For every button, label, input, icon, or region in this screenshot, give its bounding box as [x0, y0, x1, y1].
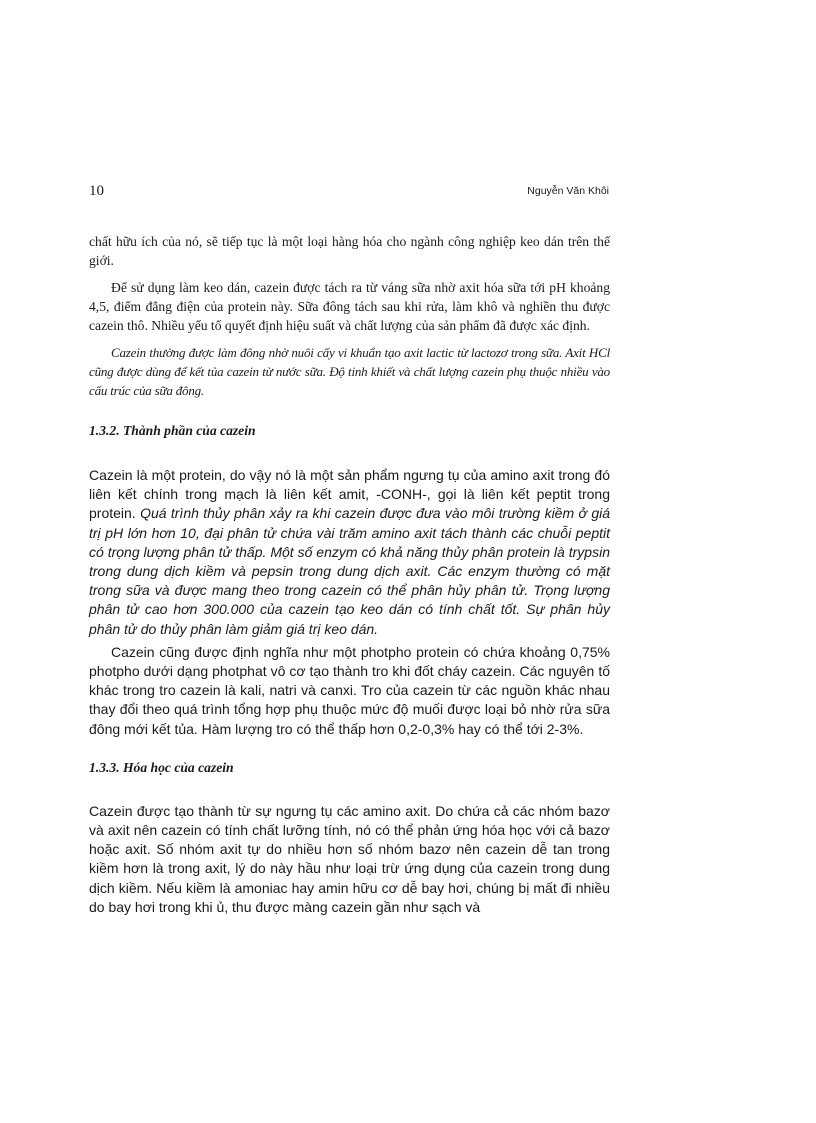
page-header	[89, 183, 609, 205]
body-text	[89, 232, 610, 917]
paragraph: Cazein được tạo thành từ sự ngưng tụ các amino axit. Do chứa cả các nhóm bazơ và axit nên cazein có tính chất lưỡng tính, nó có thể phản ứng hóa học với cả bazơ hoặc axit. Số nhóm axit tự do nhiều hơn số nhóm bazơ nên cazein dễ tan trong kiềm hơn là trong axit, lý do này hầu như loại trừ ứng dụng của cazein trong dung dịch kiềm. Nếu kiềm là amoniac hay amin hữu cơ dễ bay hơi, chúng bị mất đi nhiều do bay hơi trong khi ủ, thu được màng cazein gần như sạch và	[89, 802, 610, 915]
section-heading-composition: 1.3.2. Thành phần của cazein	[89, 423, 256, 438]
paragraph: Cazein cũng được định nghĩa như một photpho protein có chứa khoảng 0,75% photpho dưới dạng photphat vô cơ tạo thành tro khi đốt cháy cazein. Các nguyên tố khác trong tro cazein là kali, natri và canxi. Tro của cazein từ các nguồn khác nhau thay đổi theo quá trình tổng hợp phụ thuộc mức độ muối được loại bỏ nhờ rửa sữa đông mới kết tủa. Hàm lượng tro có thể thấp hơn 0,2-0,3% hay có thể tới 2-3%.	[89, 643, 610, 737]
page-number: 10	[89, 183, 104, 199]
running-head-author: Nguyễn Văn Khôi	[527, 185, 609, 197]
paragraph	[89, 466, 610, 639]
paragraph: Để sử dụng làm keo dán, cazein được tách ra từ váng sữa nhờ axit hóa sữa tới pH khoảng 4,5, điểm đẳng điện của protein này. Sữa đông tách sau khi rửa, làm khô và nghiền thu được cazein thô. Nhiều yếu tố quyết định hiệu suất và chất lượng của sản phẩm đã được xác định.	[89, 280, 610, 333]
section-heading-chemistry: 1.3.3. Hóa học của cazein	[89, 759, 234, 775]
paragraph	[89, 343, 610, 400]
paragraph: chất hữu ích của nó, sẽ tiếp tục là một loại hàng hóa cho ngành công nghiệp keo dán trên thế giới.	[89, 234, 610, 268]
text-run: Cazein là một protein, do vậy nó là một sản phẩm ngưng tụ của amino axit trong đó liên kết chính trong mạch là liên kết amit, -CONH-, gọi là liên kết peptit trong protein.	[89, 467, 610, 522]
italic-run: tử do thủy phân làm giảm giá trị keo dán.	[124, 620, 379, 637]
italic-run: Quá trình thủy phân xảy ra khi cazein được đưa vào môi trường kiềm ở giá trị pH lớn hơn 10, đại phân tử chứa vài trăm amino axit tách thành các chuỗi peptit có trọng lượng phân tử thấp. Một số enzym có khả năng thủy phân protein là trypsin trong dung dịch kiềm và pepsin trong dung dịch axit. Các enzym thường có mặt trong sữa và được mang theo trong cazein có thể phân hủy phân tử. Trọng lượng phân tử cao hơn 300.000 của cazein tạo keo dán có tính chất tốt. Sự phân hủy phân	[89, 505, 610, 637]
italic-run: Cazein thường được làm đông nhờ nuôi cấy vi khuẩn tạo axit lactic từ lactozơ trong sữa. Axit HCl cũng được dùng để kết tủa cazein từ nước sữa. Độ tinh khiết và chất lượng cazein phụ thuộc nhiều vào cấu trúc của sữa đông.	[89, 345, 610, 398]
